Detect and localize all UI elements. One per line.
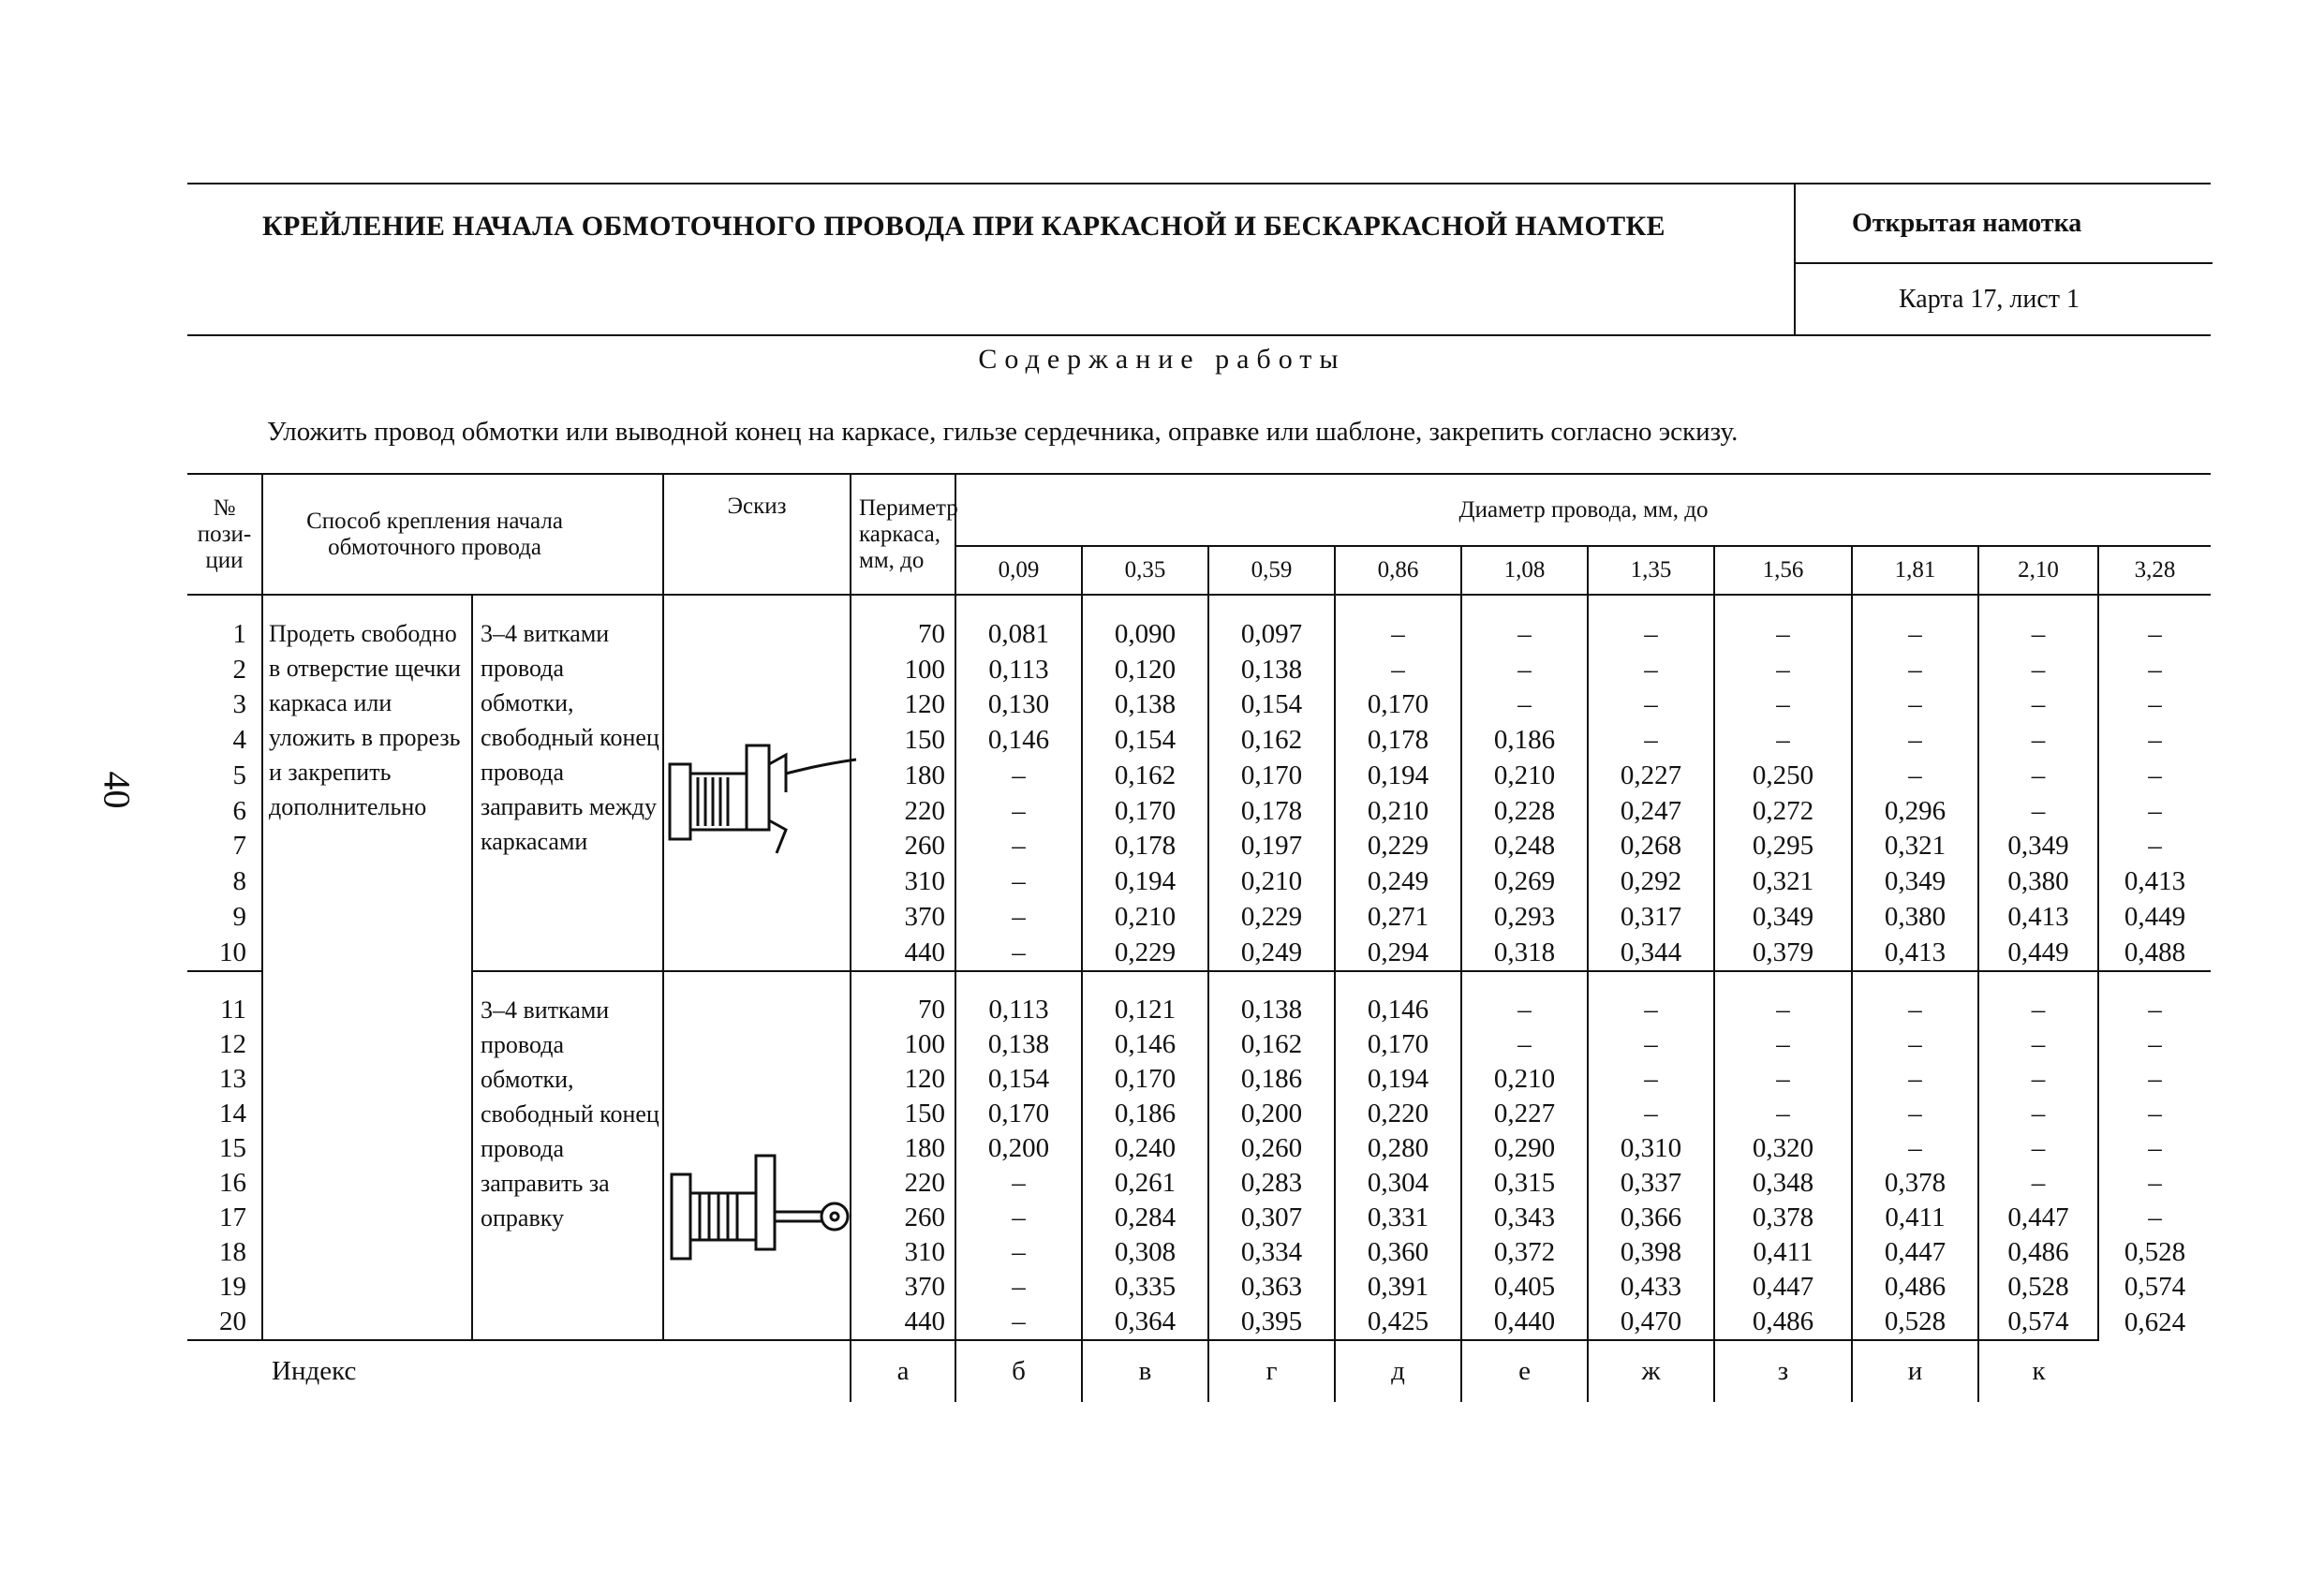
diameter-value-и: –	[1978, 595, 2098, 652]
diameter-value-б: 0,170	[1082, 793, 1208, 829]
perimeter-value: 370	[851, 899, 955, 935]
header-method: Способ крепления начала обмоточного провода	[262, 474, 663, 595]
header	[187, 183, 2211, 336]
position-number: 7	[232, 831, 246, 862]
index-label: Индекс	[187, 1340, 851, 1402]
diameter-value-б: 0,162	[1082, 758, 1208, 793]
position-number: 3	[232, 689, 246, 720]
diameter-value-е: 0,470	[1588, 1305, 1714, 1340]
diameter-value-г: –	[1335, 595, 1461, 652]
diameter-value-и: –	[1978, 758, 2098, 793]
diameter-value-з: 0,528	[1852, 1305, 1978, 1340]
diameter-value-а: –	[955, 829, 1082, 864]
group-2-description: 3–4 витками провода обмотки, свободный конец провода заправить за оправку	[472, 971, 663, 1340]
diameter-value-а: –	[955, 935, 1082, 971]
perimeter-value: 440	[851, 935, 955, 971]
diameter-value-е: –	[1588, 687, 1714, 723]
perimeter-value: 260	[851, 1201, 955, 1235]
diameter-value-г: 0,146	[1335, 971, 1461, 1027]
diameter-value-к: –	[2098, 1062, 2211, 1097]
diameter-value-б: 0,138	[1082, 687, 1208, 723]
diameter-value-и: 0,349	[1978, 829, 2098, 864]
diameter-value-в: 0,170	[1208, 758, 1335, 793]
diameter-value-б: 0,308	[1082, 1235, 1208, 1270]
diameter-value-ж: 0,295	[1714, 829, 1852, 864]
diameter-value-ж: 0,321	[1714, 864, 1852, 900]
diameter-value-з: 0,378	[1852, 1166, 1978, 1201]
diameter-value-ж: 0,411	[1714, 1235, 1852, 1270]
diameter-value-ж: –	[1714, 971, 1852, 1027]
position-number: 1	[187, 595, 262, 652]
diameter-value-к: –	[2098, 829, 2211, 864]
method-text: Продеть свободно в отверстие щечки каркаса или уложить в прорезь и закрепить дополнительно	[262, 595, 472, 1340]
diameter-value-в: 0,200	[1208, 1097, 1335, 1131]
diameter-value-в: 0,283	[1208, 1166, 1335, 1201]
diameter-value-а: –	[955, 758, 1082, 793]
diameter-value-г: 0,360	[1335, 1235, 1461, 1270]
diameter-value-з: 0,321	[1852, 829, 1978, 864]
diameter-value-к: –	[2098, 1131, 2211, 1166]
diameter-value-а: –	[955, 1235, 1082, 1270]
diameter-value-з: –	[1852, 1097, 1978, 1131]
header-diameter: Диаметр провода, мм, до	[955, 474, 2211, 546]
diameter-value-з: 0,296	[1852, 793, 1978, 829]
diameter-value-в: 0,334	[1208, 1235, 1335, 1270]
diameter-value-и: 0,528	[1978, 1270, 2098, 1305]
diameter-value-д: –	[1461, 687, 1588, 723]
diameter-value-б: 0,364	[1082, 1305, 1208, 1340]
position-number: 6	[232, 795, 246, 826]
diameter-value-з: –	[1852, 971, 1978, 1027]
diameter-value-г: 0,249	[1335, 864, 1461, 900]
diameter-value-и: –	[1978, 971, 2098, 1027]
diameter-value-к: –	[2098, 652, 2211, 687]
perimeter-value: 70	[851, 971, 955, 1027]
diameter-value-а: 0,200	[955, 1131, 1082, 1166]
diameter-value-в: 0,229	[1208, 899, 1335, 935]
diameter-value-е: 0,247	[1588, 793, 1714, 829]
diameter-value-д: –	[1461, 595, 1588, 652]
perimeter-value: 310	[851, 864, 955, 900]
diameter-value-ж: 0,486	[1714, 1305, 1852, 1340]
diameter-value-в: 0,197	[1208, 829, 1335, 864]
diameter-value-д: 0,405	[1461, 1270, 1588, 1305]
index-letter-4: г	[1208, 1340, 1335, 1402]
diameter-value-з: –	[1852, 1027, 1978, 1062]
diameter-value-в: 0,210	[1208, 864, 1335, 900]
diameter-value-е: –	[1588, 1062, 1714, 1097]
diameter-value-и: 0,574	[1978, 1305, 2098, 1340]
diameter-value-б: 0,240	[1082, 1131, 1208, 1166]
diameter-value-к: 0,488	[2098, 935, 2211, 971]
diameter-value-е: –	[1588, 723, 1714, 759]
group-1-sketch	[663, 595, 851, 971]
diameter-value-д: 0,315	[1461, 1166, 1588, 1201]
diameter-value-и: –	[1978, 1097, 2098, 1131]
diameter-header-1: 0,09	[955, 546, 1082, 595]
diameter-value-и: 0,449	[1978, 935, 2098, 971]
position-number: 20	[219, 1306, 246, 1336]
diameter-value-б: 0,120	[1082, 652, 1208, 687]
diameter-value-а: 0,138	[955, 1027, 1082, 1062]
header-meta	[1794, 184, 2213, 334]
position-number: 4	[232, 725, 246, 756]
diameter-value-ж: –	[1714, 723, 1852, 759]
diameter-value-а: –	[955, 1270, 1082, 1305]
position-number: 9	[232, 901, 246, 932]
diameter-value-ж: 0,349	[1714, 899, 1852, 935]
diameter-value-в: 0,249	[1208, 935, 1335, 971]
diameter-value-и: 0,380	[1978, 864, 2098, 900]
diameter-value-е: –	[1588, 971, 1714, 1027]
diameter-value-д: 0,290	[1461, 1131, 1588, 1166]
diameter-value-з: 0,486	[1852, 1270, 1978, 1305]
perimeter-value: 70	[851, 595, 955, 652]
index-letter-9: и	[1852, 1340, 1978, 1402]
perimeter-value: 440	[851, 1305, 955, 1340]
diameter-value-к: –	[2098, 1097, 2211, 1131]
diameter-value-а: 0,130	[955, 687, 1082, 723]
diameter-value-и: –	[1978, 793, 2098, 829]
category-label: Открытая намотка	[1796, 184, 2213, 264]
index-row	[187, 1340, 2211, 1402]
diameter-value-е: 0,268	[1588, 829, 1714, 864]
diameter-value-г: 0,331	[1335, 1201, 1461, 1235]
diameter-value-з: –	[1852, 758, 1978, 793]
diameter-header-4: 0,86	[1335, 546, 1461, 595]
index-letter-2: б	[955, 1340, 1082, 1402]
diameter-table	[187, 473, 2211, 1402]
position-number: 16	[219, 1168, 246, 1198]
diameter-value-д: 0,228	[1461, 793, 1588, 829]
diameter-value-д: –	[1461, 652, 1588, 687]
diameter-header-2: 0,35	[1082, 546, 1208, 595]
index-letter-3: в	[1082, 1340, 1208, 1402]
diameter-header-8: 1,81	[1852, 546, 1978, 595]
diameter-value-к: –	[2098, 1201, 2211, 1235]
diameter-value-к: –	[2098, 687, 2211, 723]
diameter-value-д: 0,293	[1461, 899, 1588, 935]
index-letter-1: а	[851, 1340, 955, 1402]
diameter-value-а: 0,081	[955, 595, 1082, 652]
diameter-value-а: –	[955, 793, 1082, 829]
diameter-value-ж: 0,320	[1714, 1131, 1852, 1166]
diameter-value-в: 0,395	[1208, 1305, 1335, 1340]
position-number: 17	[219, 1202, 246, 1232]
diameter-value-в: 0,138	[1208, 652, 1335, 687]
diameter-value-и: 0,486	[1978, 1235, 2098, 1270]
position-number: 19	[219, 1272, 246, 1302]
perimeter-value: 120	[851, 1062, 955, 1097]
diameter-value-в: 0,138	[1208, 971, 1335, 1027]
diameter-value-г: 0,425	[1335, 1305, 1461, 1340]
diameter-value-г: 0,194	[1335, 758, 1461, 793]
perimeter-value: 220	[851, 793, 955, 829]
diameter-value-к: –	[2098, 793, 2211, 829]
diameter-value-б: 0,229	[1082, 935, 1208, 971]
table-row	[187, 595, 2211, 652]
diameter-value-б: 0,121	[1082, 971, 1208, 1027]
diameter-value-д: –	[1461, 1027, 1588, 1062]
diameter-value-а: –	[955, 1305, 1082, 1340]
diameter-value-з: –	[1852, 723, 1978, 759]
diameter-value-к: 0,624	[2098, 1305, 2211, 1340]
diameter-value-ж: 0,447	[1714, 1270, 1852, 1305]
diameter-value-ж: 0,379	[1714, 935, 1852, 971]
position-number: 8	[232, 866, 246, 897]
diameter-value-д: 0,227	[1461, 1097, 1588, 1131]
page-number: 40	[96, 771, 139, 809]
diameter-value-в: 0,162	[1208, 723, 1335, 759]
header-perimeter: Периметр каркаса, мм, до	[851, 474, 955, 595]
diameter-value-з: –	[1852, 1062, 1978, 1097]
diameter-value-а: 0,146	[955, 723, 1082, 759]
diameter-value-д: 0,269	[1461, 864, 1588, 900]
diameter-value-ж: 0,378	[1714, 1201, 1852, 1235]
position-number: 11	[187, 971, 262, 1027]
position-number: 2	[232, 654, 246, 685]
perimeter-value: 100	[851, 1027, 955, 1062]
perimeter-value: 310	[851, 1235, 955, 1270]
perimeter-value: 150	[851, 723, 955, 759]
diameter-value-б: 0,170	[1082, 1062, 1208, 1097]
diameter-value-а: –	[955, 1201, 1082, 1235]
index-letter-10: к	[1978, 1340, 2098, 1402]
diameter-value-д: 0,210	[1461, 758, 1588, 793]
diameter-value-в: 0,186	[1208, 1062, 1335, 1097]
diameter-value-д: 0,343	[1461, 1201, 1588, 1235]
diameter-value-в: 0,162	[1208, 1027, 1335, 1062]
table-row	[187, 971, 2211, 1027]
diameter-value-з: 0,413	[1852, 935, 1978, 971]
diameter-value-е: 0,317	[1588, 899, 1714, 935]
diameter-value-з: –	[1852, 1131, 1978, 1166]
diameter-value-г: 0,280	[1335, 1131, 1461, 1166]
diameter-value-в: 0,097	[1208, 595, 1335, 652]
frame-sketch-icon	[664, 736, 861, 858]
diameter-value-к: 0,574	[2098, 1270, 2211, 1305]
position-number: 13	[219, 1064, 246, 1094]
diameter-value-к: –	[2098, 971, 2211, 1027]
diameter-header-3: 0,59	[1208, 546, 1335, 595]
diameter-header-5: 1,08	[1461, 546, 1588, 595]
position-number: 12	[219, 1029, 246, 1059]
diameter-header-9: 2,10	[1978, 546, 2098, 595]
diameter-value-б: 0,335	[1082, 1270, 1208, 1305]
perimeter-value: 150	[851, 1097, 955, 1131]
diameter-value-е: –	[1588, 1027, 1714, 1062]
diameter-value-г: 0,220	[1335, 1097, 1461, 1131]
position-number: 5	[232, 760, 246, 790]
diameter-value-в: 0,363	[1208, 1270, 1335, 1305]
diameter-value-а: 0,113	[955, 652, 1082, 687]
diameter-value-и: 0,413	[1978, 899, 2098, 935]
header-position: № пози-ции	[187, 474, 262, 595]
diameter-value-е: –	[1588, 1097, 1714, 1131]
diameter-value-г: 0,271	[1335, 899, 1461, 935]
perimeter-value: 100	[851, 652, 955, 687]
diameter-value-з: –	[1852, 595, 1978, 652]
diameter-value-б: 0,284	[1082, 1201, 1208, 1235]
mandrel-sketch-icon	[664, 1146, 861, 1268]
diameter-value-д: 0,318	[1461, 935, 1588, 971]
diameter-value-и: –	[1978, 652, 2098, 687]
diameter-value-а: –	[955, 864, 1082, 900]
diameter-value-б: 0,194	[1082, 864, 1208, 900]
diameter-header-6: 1,35	[1588, 546, 1714, 595]
position-number: 15	[219, 1133, 246, 1163]
diameter-value-з: 0,411	[1852, 1201, 1978, 1235]
diameter-value-в: 0,307	[1208, 1201, 1335, 1235]
position-number: 18	[219, 1237, 246, 1267]
perimeter-value: 220	[851, 1166, 955, 1201]
perimeter-value: 260	[851, 829, 955, 864]
diameter-value-д: 0,186	[1461, 723, 1588, 759]
diameter-value-г: 0,170	[1335, 1027, 1461, 1062]
diameter-value-з: 0,349	[1852, 864, 1978, 900]
diameter-value-а: 0,170	[955, 1097, 1082, 1131]
diameter-value-а: –	[955, 1166, 1082, 1201]
diameter-value-г: 0,194	[1335, 1062, 1461, 1097]
diameter-value-и: –	[1978, 687, 2098, 723]
diameter-value-и: –	[1978, 1131, 2098, 1166]
diameter-value-к: –	[2098, 723, 2211, 759]
diameter-value-а: 0,154	[955, 1062, 1082, 1097]
diameter-value-г: 0,304	[1335, 1166, 1461, 1201]
document-title: КРЕЙЛЕНИЕ НАЧАЛА ОБМОТОЧНОГО ПРОВОДА ПРИ КАРКАСНОЙ И БЕСКАРКАСНОЙ НАМОТКЕ	[262, 211, 1665, 242]
diameter-value-б: 0,154	[1082, 723, 1208, 759]
diameter-value-ж: –	[1714, 1062, 1852, 1097]
diameter-value-б: 0,261	[1082, 1166, 1208, 1201]
diameter-value-б: 0,178	[1082, 829, 1208, 864]
index-letter-5: д	[1335, 1340, 1461, 1402]
diameter-value-к: 0,528	[2098, 1235, 2211, 1270]
diameter-value-и: 0,447	[1978, 1201, 2098, 1235]
diameter-value-е: 0,398	[1588, 1235, 1714, 1270]
diameter-value-г: 0,294	[1335, 935, 1461, 971]
diameter-value-к: –	[2098, 758, 2211, 793]
diameter-value-е: 0,337	[1588, 1166, 1714, 1201]
perimeter-value: 120	[851, 687, 955, 723]
diameter-value-г: 0,229	[1335, 829, 1461, 864]
diameter-value-а: 0,113	[955, 971, 1082, 1027]
diameter-value-и: –	[1978, 1062, 2098, 1097]
diameter-value-и: –	[1978, 1166, 2098, 1201]
diameter-value-к: –	[2098, 1027, 2211, 1062]
instruction-text: Уложить провод обмотки или выводной конец на каркасе, гильзе сердечника, оправке или шаблоне, закрепить согласно эскизу.	[267, 417, 1739, 447]
header-sketch: Эскиз	[663, 474, 851, 595]
diameter-value-е: –	[1588, 595, 1714, 652]
diameter-value-г: –	[1335, 652, 1461, 687]
diameter-value-ж: –	[1714, 687, 1852, 723]
diameter-value-б: 0,090	[1082, 595, 1208, 652]
diameter-value-е: 0,344	[1588, 935, 1714, 971]
section-title: Содержание работы	[978, 344, 1346, 375]
diameter-value-а: –	[955, 899, 1082, 935]
diameter-value-б: 0,146	[1082, 1027, 1208, 1062]
diameter-value-з: –	[1852, 652, 1978, 687]
diameter-value-ж: –	[1714, 1097, 1852, 1131]
diameter-value-е: 0,292	[1588, 864, 1714, 900]
diameter-value-д: 0,440	[1461, 1305, 1588, 1340]
diameter-value-г: 0,210	[1335, 793, 1461, 829]
diameter-value-к: 0,449	[2098, 899, 2211, 935]
diameter-value-в: 0,154	[1208, 687, 1335, 723]
diameter-value-г: 0,170	[1335, 687, 1461, 723]
diameter-value-ж: –	[1714, 652, 1852, 687]
diameter-value-б: 0,210	[1082, 899, 1208, 935]
diameter-value-к: 0,413	[2098, 864, 2211, 900]
diameter-value-ж: 0,348	[1714, 1166, 1852, 1201]
diameter-value-ж: –	[1714, 1027, 1852, 1062]
diameter-value-д: 0,372	[1461, 1235, 1588, 1270]
diameter-header-10: 3,28	[2098, 546, 2211, 595]
diameter-value-в: 0,260	[1208, 1131, 1335, 1166]
index-letter-8: з	[1714, 1340, 1852, 1402]
diameter-value-з: 0,447	[1852, 1235, 1978, 1270]
index-letter-7: ж	[1588, 1340, 1714, 1402]
perimeter-value: 180	[851, 1131, 955, 1166]
diameter-value-г: 0,178	[1335, 723, 1461, 759]
group-1-description: 3–4 витками провода обмотки, свободный конец провода заправить между каркасами	[472, 595, 663, 971]
card-label: Карта 17, лист 1	[1899, 284, 2080, 314]
diameter-value-и: –	[1978, 1027, 2098, 1062]
diameter-value-ж: –	[1714, 595, 1852, 652]
diameter-value-е: 0,366	[1588, 1201, 1714, 1235]
diameter-value-е: 0,433	[1588, 1270, 1714, 1305]
diameter-value-з: 0,380	[1852, 899, 1978, 935]
diameter-value-б: 0,186	[1082, 1097, 1208, 1131]
diameter-value-и: –	[1978, 723, 2098, 759]
perimeter-value: 180	[851, 758, 955, 793]
diameter-value-д: 0,248	[1461, 829, 1588, 864]
diameter-value-г: 0,391	[1335, 1270, 1461, 1305]
diameter-value-з: –	[1852, 687, 1978, 723]
group-2-sketch	[663, 971, 851, 1340]
diameter-value-ж: 0,272	[1714, 793, 1852, 829]
diameter-value-д: –	[1461, 971, 1588, 1027]
diameter-value-к: –	[2098, 1166, 2211, 1201]
diameter-header-7: 1,56	[1714, 546, 1852, 595]
diameter-value-е: 0,227	[1588, 758, 1714, 793]
diameter-value-в: 0,178	[1208, 793, 1335, 829]
diameter-value-е: –	[1588, 652, 1714, 687]
diameter-value-д: 0,210	[1461, 1062, 1588, 1097]
diameter-value-ж: 0,250	[1714, 758, 1852, 793]
index-letter-6: е	[1461, 1340, 1588, 1402]
diameter-value-е: 0,310	[1588, 1131, 1714, 1166]
diameter-value-к: –	[2098, 595, 2211, 652]
position-number: 10	[219, 937, 246, 967]
perimeter-value: 370	[851, 1270, 955, 1305]
position-number: 14	[219, 1099, 246, 1128]
